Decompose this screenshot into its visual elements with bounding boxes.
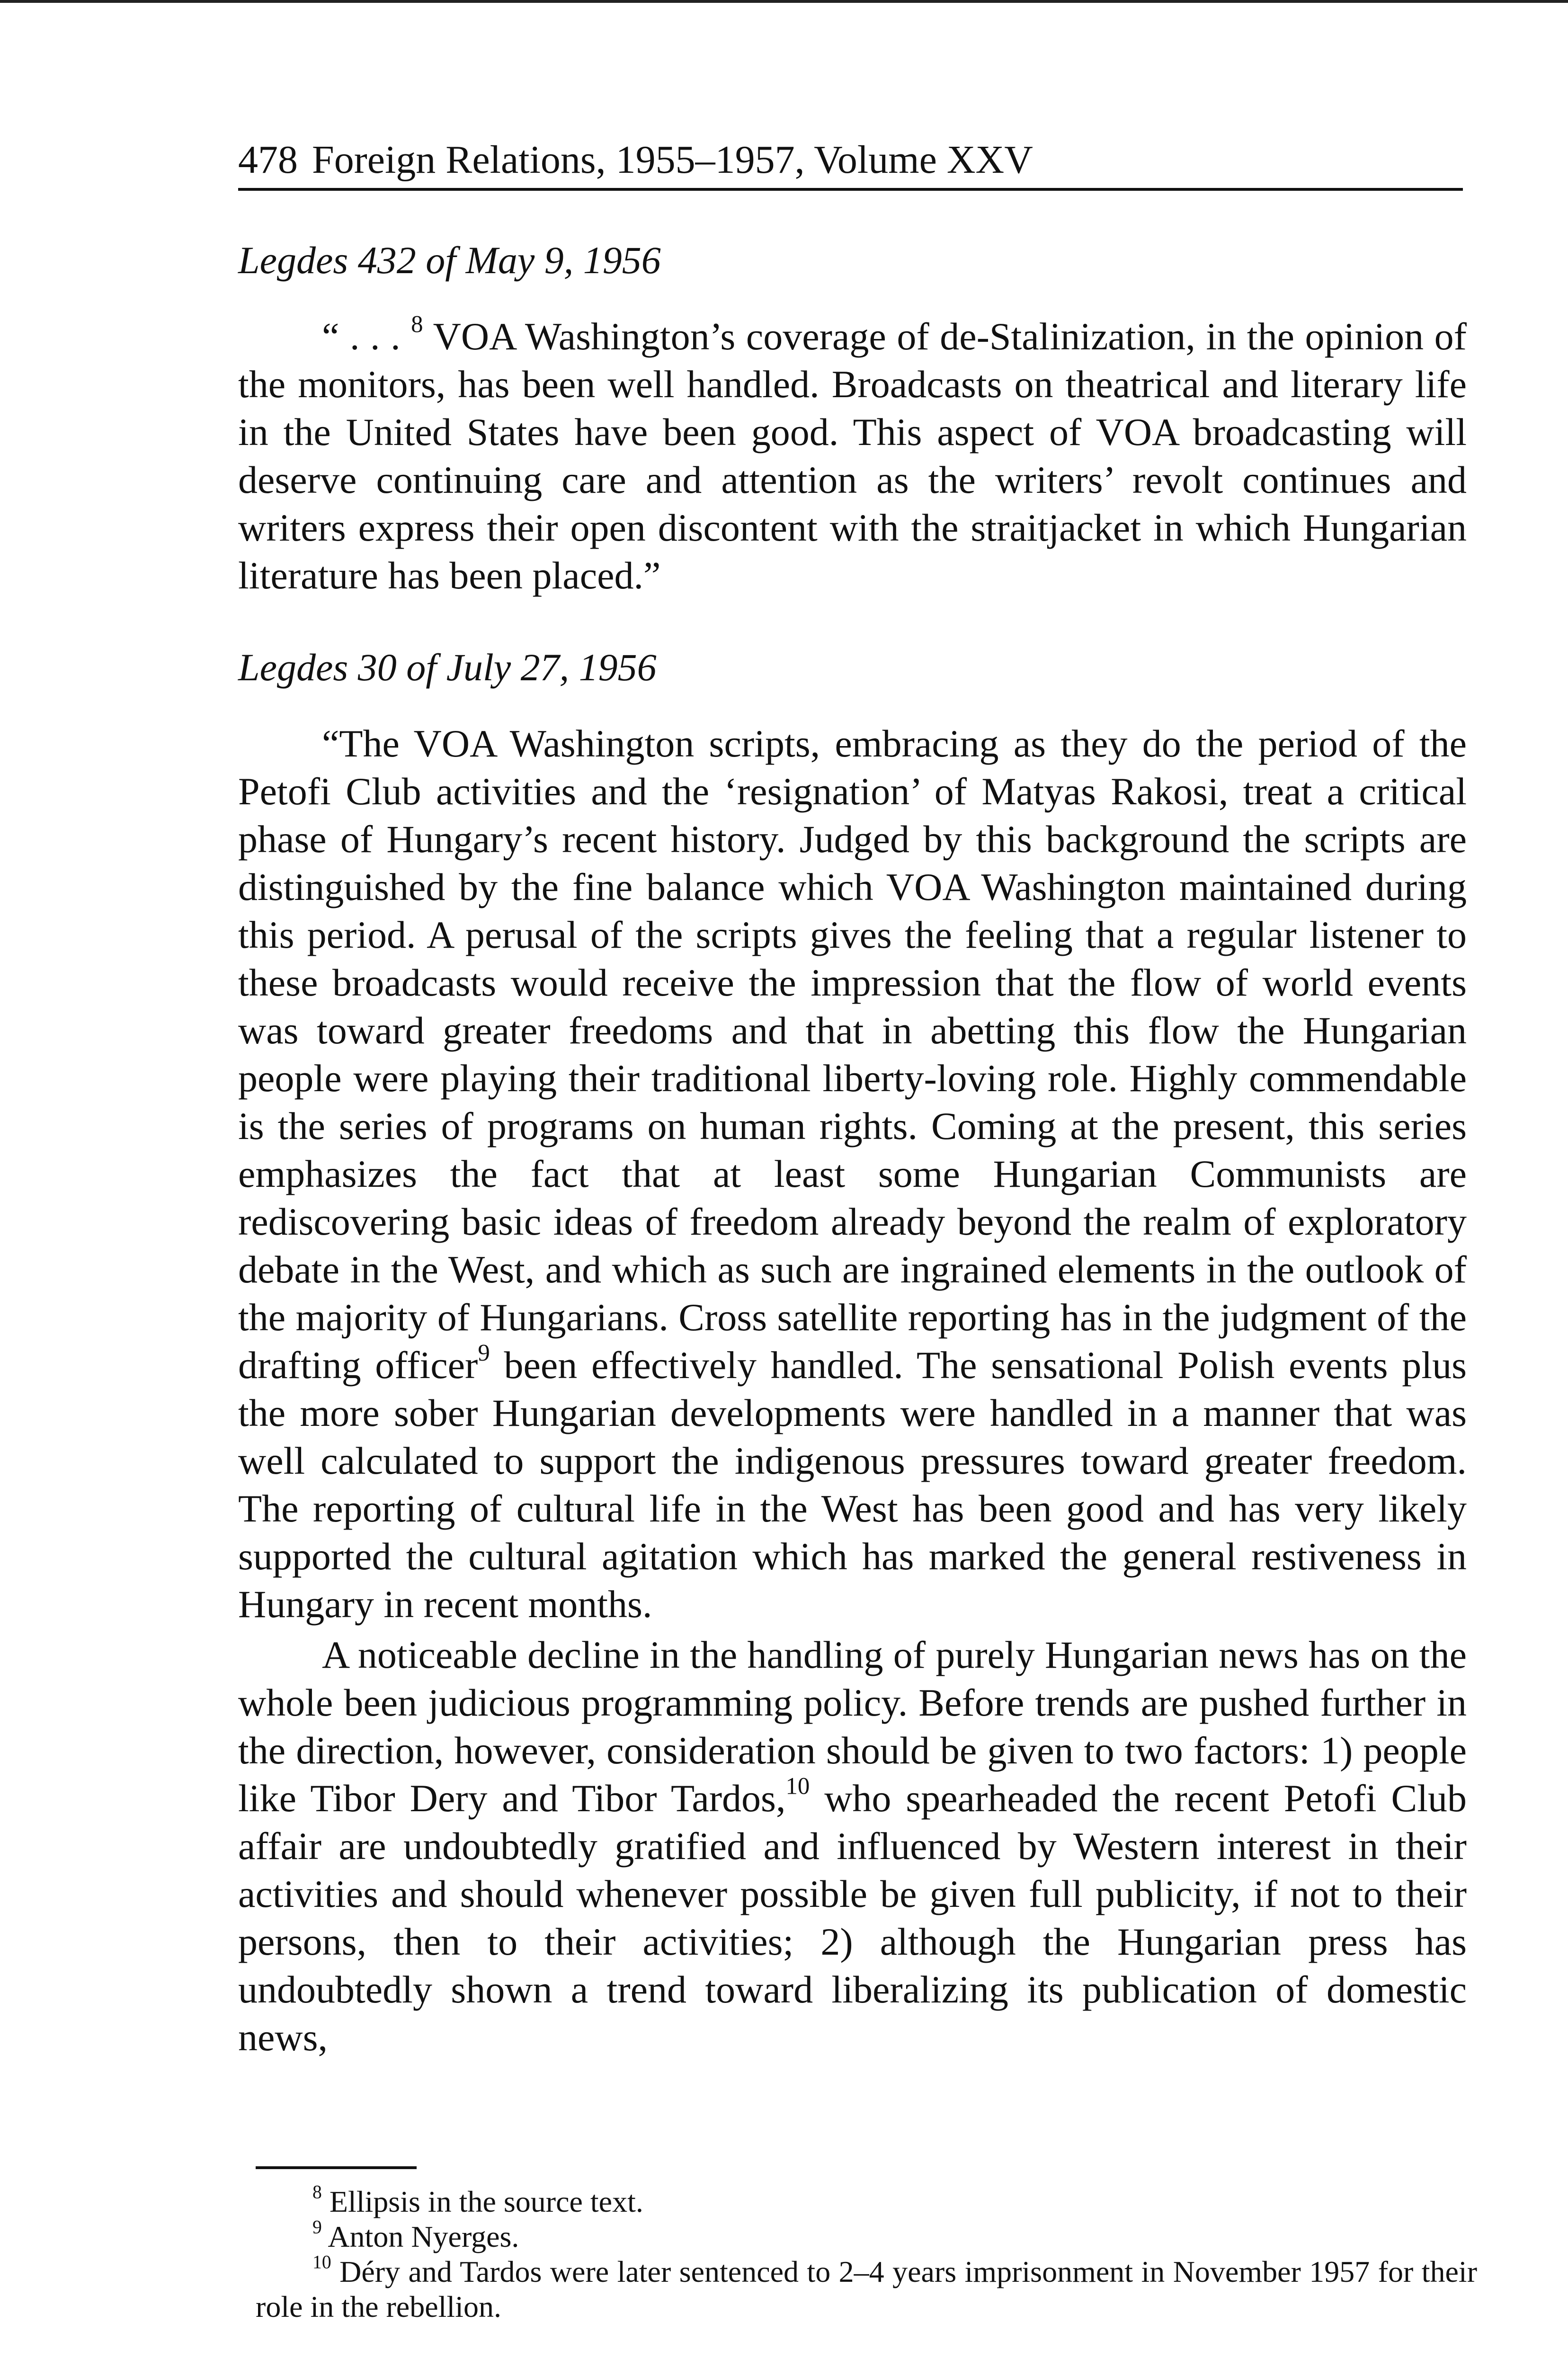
paragraph (238, 1631, 1467, 2061)
section-heading-july: Legdes 30 of July 27, 1956 (238, 646, 657, 689)
footnote-rule (256, 2166, 417, 2169)
paragraph-text: “The VOA Washington scripts, embracing as they do the period of the Petofi Club activities and the ‘resignation’ of Matyas Rakosi, treat a critical phase of Hungary’s recent history. Judged by this background the scripts are distinguished by the fine balance which VOA Washington maintained during this period. A perusal of the scripts gives the feeling that a regular listener to these broadcasts would receive the impression that the flow of world events was toward greater freedoms and that in abetting this flow the Hungarian people were playing their traditional liberty-loving role. Highly commendable is the series of programs on human rights. Coming at the present, this series emphasizes the fact that at least some Hungarian Communists are rediscovering basic ideas of freedom already beyond the realm of exploratory debate in the West, and which as such are ingrained elements in the outlook of the majority of Hungarians. Cross satellite reporting has in the judgment of the drafting officer (238, 722, 1467, 1387)
running-header (238, 136, 1469, 184)
paragraph (238, 312, 1467, 599)
header-rule (238, 188, 1463, 191)
footnotes (256, 2181, 1477, 2324)
footnote (256, 2251, 1477, 2324)
footnote-text: Déry and Tardos were later sentenced to 2–4 years imprisonment in November 1957 for their role in the rebellion. (256, 2255, 1477, 2323)
section-body-july (238, 720, 1467, 2061)
footnote-ref: 9 (478, 1339, 490, 1366)
section-body-may (238, 312, 1467, 599)
section-heading-may: Legdes 432 of May 9, 1956 (238, 239, 661, 282)
paragraph (238, 720, 1467, 1628)
paragraph-text: VOA Washington’s coverage of de-Stalinization, in the opinion of the monitors, has been well handled. Broadcasts on theatrical and literary life in the United States have been good. This aspect of VOA broadcasting will deserve continuing care and attention as the writers’ revolt continues and writers express their open discontent with the straitjacket in which Hungarian literature has been placed.” (238, 315, 1467, 597)
page-number: 478 (238, 138, 298, 182)
footnote-ref: 10 (785, 1772, 810, 1799)
paragraph-text: been effectively handled. The sensational Polish events plus the more sober Hungarian developments were handled in a manner that was well calculated to support the indigenous pressures toward greater freedom. The reporting of cultural life in the West has been good and has very likely supported the cultural agitation which has marked the general restiveness in Hungary in recent months. (238, 1344, 1467, 1626)
footnote-number: 8 (312, 2181, 322, 2203)
footnote-text: Anton Nyerges. (321, 2220, 519, 2253)
footnote-number: 9 (312, 2216, 322, 2238)
running-title: Foreign Relations, 1955–1957, Volume XXV (312, 138, 1033, 182)
footnote-text: Ellipsis in the source text. (321, 2185, 643, 2218)
quote-ellipsis: “ . . . (322, 315, 411, 358)
footnote-number: 10 (312, 2251, 331, 2273)
paragraph-text: who spearheaded the recent Petofi Club affair are undoubtedly gratified and influenced by Western interest in their activities and should whenever possible be given full publicity, if not to their persons, then to their activities; 2) although the Hungarian press has undoubtedly shown a trend toward liberalizing its publication of domestic news, (238, 1777, 1467, 2059)
page-top-border (0, 0, 1568, 3)
paragraph-text: A noticeable decline in the handling of purely Hungarian news has on the whole been judicious programming policy. Before trends are pushed further in the direction, however, consideration should be given to two factors: 1) people like Tibor Dery and Tibor Tardos, (238, 1633, 1467, 1820)
footnote (256, 2216, 1477, 2254)
footnote-ref: 8 (411, 311, 423, 338)
footnote (256, 2181, 1477, 2219)
